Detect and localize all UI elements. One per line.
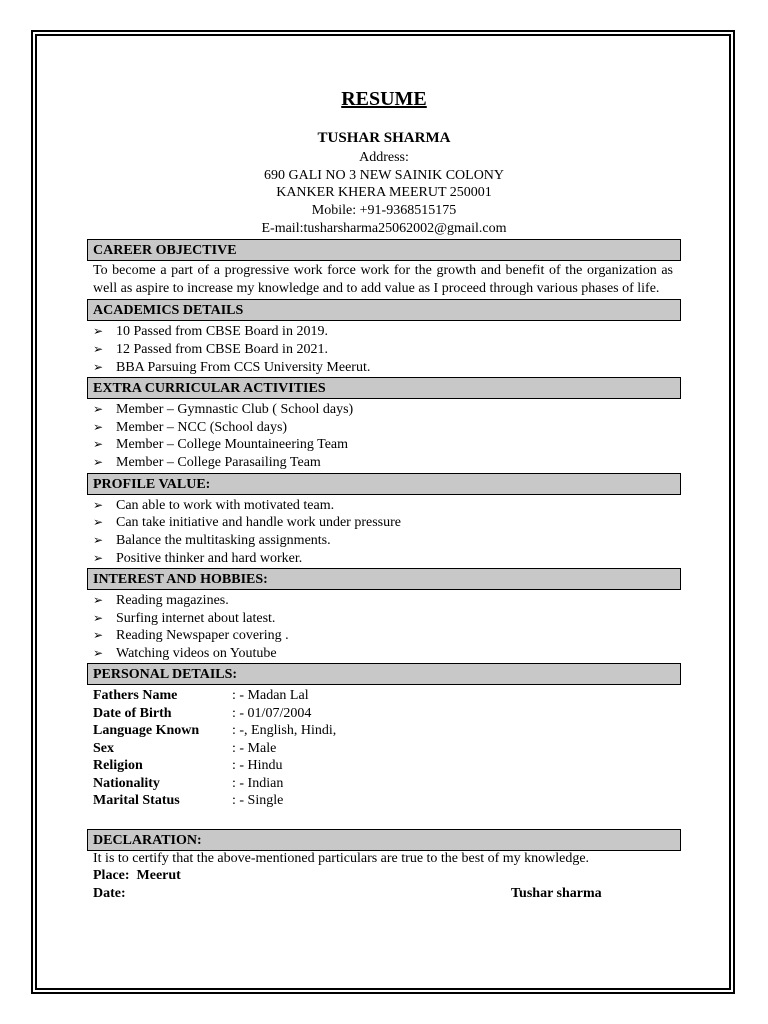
list-item: ➢ 10 Passed from CBSE Board in 2019. [93,324,328,339]
personal-value-languages: : -, English, Hindi, [232,723,337,738]
bullet-arrow-icon: ➢ [93,420,104,434]
personal-label-fathers-name: Fathers Name [93,688,178,703]
bullet-arrow-icon: ➢ [93,342,104,356]
candidate-name: TUSHAR SHARMA [317,130,451,146]
personal-label-dob: Date of Birth [93,706,172,721]
mobile-line [0,202,768,220]
list-item: ➢ Member – Gymnastic Club ( School days) [93,402,354,417]
bullet-arrow-icon: ➢ [93,360,104,374]
bullet-arrow-icon: ➢ [93,628,104,642]
personal-label-languages: Language Known [93,723,200,738]
email-line [0,220,768,238]
list-item: ➢ Member – NCC (School days) [93,420,288,435]
address-line-1: 690 GALI NO 3 NEW SAINIK COLONY [263,168,505,183]
list-item: ➢ Can take initiative and handle work under pressure [93,515,401,530]
bullet-arrow-icon: ➢ [93,593,104,607]
mobile-label: Mobile: [311,203,357,218]
place-value: Meerut [136,868,181,883]
career-objective-text: To become a part of a progressive work force work for the growth and benefit of the organization as well as aspire to increase my knowledge and to add value as I proceed through various phases of life. [93,263,673,296]
list-item: ➢ Member – College Parasailing Team [93,455,321,470]
personal-value-nationality: : - Indian [232,776,284,791]
bullet-arrow-icon: ➢ [93,611,104,625]
place-label: Place: [93,868,130,883]
resume-title: RESUME [341,88,427,110]
section-heading-declaration: DECLARATION: [87,829,681,851]
personal-label-nationality: Nationality [93,776,160,791]
declaration-text: It is to certify that the above-mentioned particulars are true to the best of my knowledge. [93,851,590,866]
list-item: ➢ Watching videos on Youtube [93,646,277,661]
email-label: E-mail: [261,221,304,236]
bullet-arrow-icon: ➢ [93,646,104,660]
personal-value-sex: : - Male [232,741,277,756]
email-address: tusharsharma25062002@gmail.com [303,221,507,236]
list-item: ➢ Positive thinker and hard worker. [93,551,303,566]
place-line [93,867,181,885]
personal-value-fathers-name: : - Madan Lal [232,688,309,703]
list-item: ➢ Reading Newspaper covering . [93,628,289,643]
section-heading-extra-curricular: EXTRA CURRICULAR ACTIVITIES [87,377,681,399]
list-item: ➢ Surfing internet about latest. [93,611,276,626]
personal-label-marital-status: Marital Status [93,793,180,808]
bullet-arrow-icon: ➢ [93,498,104,512]
section-heading-personal: PERSONAL DETAILS: [87,663,681,685]
personal-label-sex: Sex [93,741,114,756]
bullet-arrow-icon: ➢ [93,533,104,547]
address-label: Address: [359,150,409,165]
list-item: ➢ Balance the multitasking assignments. [93,533,331,548]
bullet-arrow-icon: ➢ [93,455,104,469]
list-item: ➢ Reading magazines. [93,593,229,608]
signature-name: Tushar sharma [511,886,602,901]
personal-label-religion: Religion [93,758,143,773]
section-heading-academics: ACADEMICS DETAILS [87,299,681,321]
personal-value-religion: : - Hindu [232,758,283,773]
list-item: ➢ Member – College Mountaineering Team [93,437,349,452]
list-item: ➢ Can able to work with motivated team. [93,498,335,513]
section-heading-interests: INTEREST AND HOBBIES: [87,568,681,590]
personal-value-dob: : - 01/07/2004 [232,706,312,721]
bullet-arrow-icon: ➢ [93,551,104,565]
bullet-arrow-icon: ➢ [93,515,104,529]
section-heading-profile-value: PROFILE VALUE: [87,473,681,495]
list-item: ➢ BBA Parsuing From CCS University Meerut. [93,360,371,375]
bullet-arrow-icon: ➢ [93,324,104,338]
date-label: Date: [93,886,126,901]
bullet-arrow-icon: ➢ [93,402,104,416]
address-line-2: KANKER KHERA MEERUT 250001 [276,185,492,200]
bullet-arrow-icon: ➢ [93,437,104,451]
section-heading-career-objective: CAREER OBJECTIVE [87,239,681,261]
personal-value-marital-status: : - Single [232,793,284,808]
list-item: ➢ 12 Passed from CBSE Board in 2021. [93,342,328,357]
mobile-number: +91-9368515175 [359,203,457,218]
